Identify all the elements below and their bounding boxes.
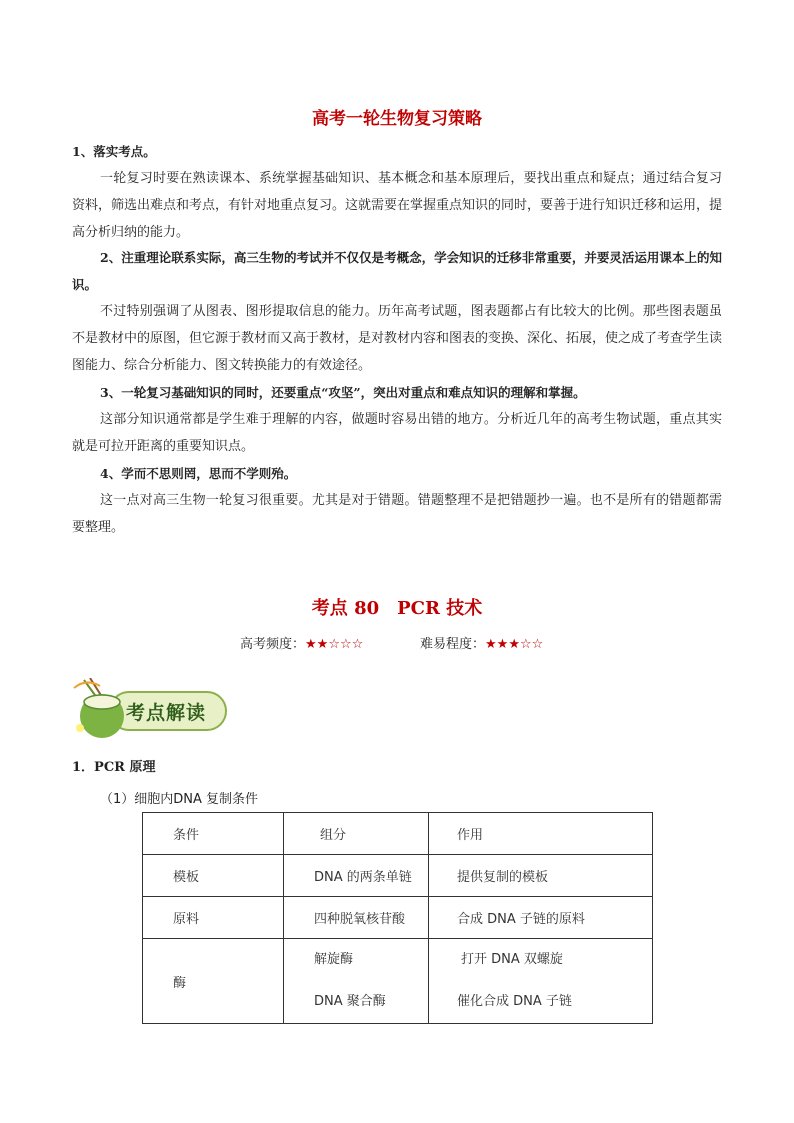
point-3-body: 这部分知识通常都是学生难于理解的内容，做题时容易出错的地方。分析近几年的高考生物试题，重点其实就是可拉开距离的重要知识点。: [72, 412, 722, 454]
header-cell: 组分: [284, 813, 429, 855]
enzyme-component: 解旋酶: [314, 952, 354, 967]
table-cell: [284, 939, 429, 1024]
point-1-body: 一轮复习时要在熟读课本、系统掌握基础知识、基本概念和基本原理后，要找出重点和疑点；通过结合复习资料，筛选出难点和考点，有针对地重点复习。这就需要在掌握重点知识的同时，要善于进行知识迁移和运用，提高分析归纳的能力。: [72, 171, 723, 240]
point-2-heading: 2、注重理论联系实际，高三生物的考试并不仅仅是考概念，学会知识的迁移非常重要，并要灵活运用课本上的知识。: [72, 250, 722, 292]
header-cell: 作用: [429, 813, 653, 855]
point-3-heading: 3、一轮复习基础知识的同时，还要重点“攻坚”，突出对重点和难点知识的理解和掌握。: [100, 385, 586, 400]
table-cell: 合成 DNA 子链的原料: [429, 897, 653, 939]
point-4-body: 这一点对高三生物一轮复习很重要。尤其是对于错题。错题整理不是把错题抄一遍。也不是所有的错题都需要整理。: [72, 493, 722, 535]
badge-label: 考点解读: [126, 702, 207, 724]
table-cell: [429, 939, 653, 1024]
table-cell: 模板: [143, 855, 284, 897]
frequency-rating: [240, 633, 363, 652]
subsection-heading: （1）细胞内DNA 复制条件: [100, 792, 259, 807]
enzyme-role: 打开 DNA 双螺旋: [461, 952, 563, 967]
table-header-row: [143, 813, 653, 855]
frequency-label: 高考频度：: [240, 637, 306, 652]
point-4-heading: 4、学而不思则罔，思而不学则殆。: [100, 466, 297, 481]
document-title: 高考一轮生物复习策略: [312, 109, 482, 129]
enzyme-component: DNA 聚合酶: [314, 994, 386, 1009]
frequency-stars: ★★☆☆☆: [305, 637, 364, 652]
difficulty-label: 难易程度：: [420, 637, 486, 652]
table-cell: 提供复制的模板: [429, 855, 653, 897]
table-row: [143, 855, 653, 897]
topic-badge: [70, 678, 230, 738]
difficulty-rating: [420, 633, 543, 652]
point-2-body: 不过特别强调了从图表、图形提取信息的能力。历年高考试题，图表题都占有比较大的比例。那些图表题虽不是教材中的原图，但它源于教材而又高于教材，是对教材内容和图表的变换、深化、拓展，使之成了考查学生读图能力、综合分析能力、图文转换能力的有效途径。: [72, 304, 723, 373]
header-cell: 条件: [143, 813, 284, 855]
topic-title: 考点 80 PCR 技术: [311, 598, 483, 619]
table-cell: DNA 的两条单链: [284, 855, 429, 897]
table-row: [143, 897, 653, 939]
section-heading: 1．PCR 原理: [72, 760, 156, 775]
replication-conditions-table: [142, 812, 653, 1024]
table-cell: 四种脱氧核苷酸: [284, 897, 429, 939]
table-row: [143, 939, 653, 1024]
difficulty-stars: ★★★☆☆: [485, 637, 544, 652]
table-cell: 酶: [143, 939, 284, 1024]
table-cell: 原料: [143, 897, 284, 939]
enzyme-role: 催化合成 DNA 子链: [457, 994, 572, 1009]
point-1-heading: 1、落实考点。: [72, 144, 156, 159]
